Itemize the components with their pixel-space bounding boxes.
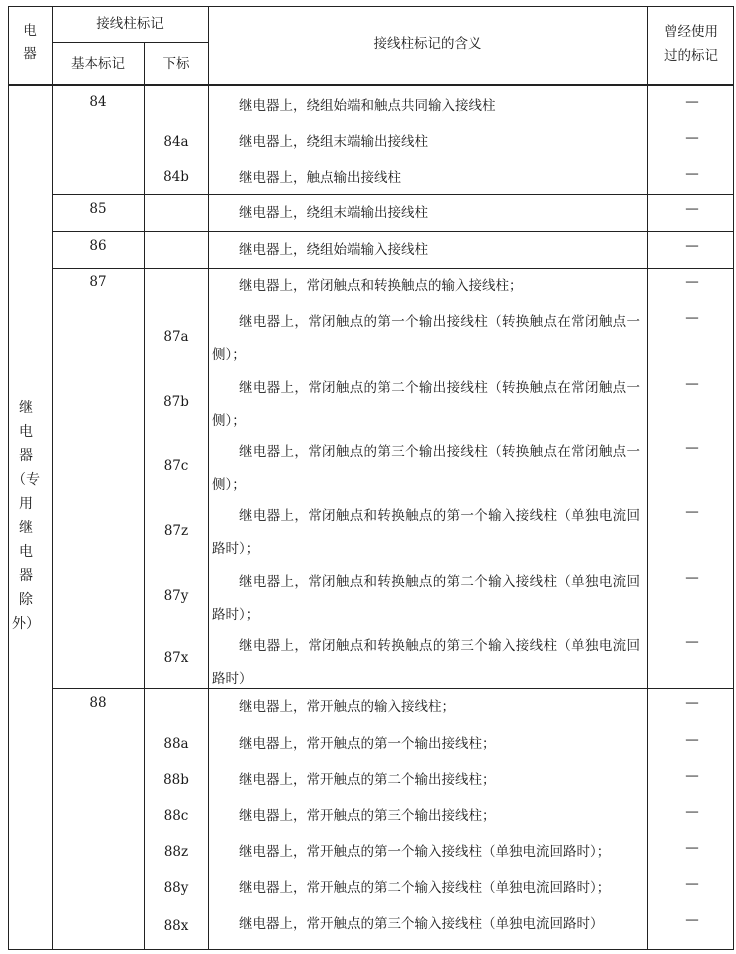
header-group-divider [52, 42, 208, 43]
device-char: 器 [19, 568, 33, 584]
former-mark-cell: — [685, 94, 699, 110]
header-device-line2: 器 [23, 46, 37, 62]
meaning-cell: 继电器上，常闭触点的第一个输出接线柱（转换触点在常闭触点一侧）； [212, 314, 640, 363]
meaning-cell: 继电器上，常闭触点的第三个输出接线柱（转换触点在常闭触点一侧）； [212, 444, 640, 493]
subscript-cell: 88x [163, 918, 189, 934]
former-mark-cell: — [685, 634, 699, 650]
former-mark-cell: — [685, 912, 699, 928]
subscript-cell: 87y [163, 588, 189, 604]
row-divider-84-85 [52, 194, 734, 195]
meaning-cell: 继电器上，绕组末端输出接线柱 [239, 134, 428, 150]
former-mark-cell: — [685, 201, 699, 217]
former-mark-cell: — [685, 376, 699, 392]
meaning-cell: 继电器上，绕组末端输出接线柱 [239, 205, 428, 221]
former-mark-cell: — [685, 440, 699, 456]
row-divider-85-86 [52, 231, 734, 232]
former-mark-cell: — [685, 274, 699, 290]
subscript-cell: 87x [163, 650, 189, 666]
former-mark-cell: — [685, 804, 699, 820]
meaning-cell: 继电器上，常闭触点的第二个输出接线柱（转换触点在常闭触点一侧）； [212, 380, 640, 429]
meaning-cell: 继电器上，绕组始端和触点共同输入接线柱 [239, 98, 496, 114]
former-mark-cell: — [685, 130, 699, 146]
meaning-cell: 继电器上，常闭触点和转换触点的输入接线柱； [239, 278, 523, 294]
former-mark-cell: — [685, 840, 699, 856]
header-former-line2: 过的标记 [664, 48, 718, 64]
subscript-cell: 87c [163, 458, 189, 474]
former-mark-cell: — [685, 504, 699, 520]
basic-mark-cell: 88 [89, 695, 107, 711]
header-subscript: 下标 [162, 56, 190, 72]
header-device-line1: 电 [23, 23, 37, 39]
subscript-cell: 88c [163, 808, 189, 824]
subscript-cell: 88y [163, 880, 189, 896]
former-mark-cell: — [685, 876, 699, 892]
header-former-line1: 曾经使用 [664, 24, 718, 40]
former-mark-cell: — [685, 768, 699, 784]
meaning-cell: 继电器上，常闭触点和转换触点的第一个输入接线柱（单独电流回路时）； [212, 508, 640, 557]
meaning-cell: 继电器上，常开触点的第三个输出接线柱； [239, 808, 496, 824]
basic-mark-cell: 85 [89, 201, 107, 217]
header-terminal-group: 接线柱标记 [96, 16, 164, 32]
subscript-cell: 88z [163, 844, 189, 860]
device-label [8, 396, 44, 636]
device-char: 器 [19, 448, 33, 464]
subscript-cell: 84a [163, 134, 189, 150]
former-mark-cell: — [685, 238, 699, 254]
meaning-cell: 继电器上，常开触点的第一个输出接线柱； [239, 736, 496, 752]
meaning-cell: 继电器上，常开触点的第二个输出接线柱； [239, 772, 496, 788]
former-mark-cell: — [685, 310, 699, 326]
device-char: 电 [19, 424, 33, 440]
device-char: 用 [19, 496, 33, 512]
device-char: 电 [19, 544, 33, 560]
meaning-cell: 继电器上，常闭触点和转换触点的第二个输入接线柱（单独电流回路时）； [212, 574, 640, 623]
basic-mark-cell: 84 [89, 94, 107, 110]
subscript-cell: 87b [163, 394, 189, 410]
table-top-border [8, 6, 734, 7]
meaning-cell: 继电器上，常开触点的第一个输入接线柱（单独电流回路时）； [239, 844, 611, 860]
device-char: （专 [12, 472, 40, 488]
former-mark-cell: — [685, 732, 699, 748]
former-mark-cell: — [685, 166, 699, 182]
header-meaning: 接线柱标记的含义 [373, 36, 482, 52]
subscript-cell: 88b [163, 772, 189, 788]
col-divider-device [52, 6, 53, 950]
meaning-cell: 继电器上，常开触点的输入接线柱； [239, 699, 455, 715]
row-divider-86-87 [52, 268, 734, 269]
meaning-cell: 继电器上，触点输出接线柱 [239, 170, 401, 186]
subscript-cell: 87a [163, 329, 189, 345]
device-char: 继 [19, 400, 33, 416]
subscript-cell: 84b [163, 169, 189, 185]
meaning-cell: 继电器上，绕组始端输入接线柱 [239, 242, 428, 258]
basic-mark-cell: 86 [89, 238, 107, 254]
col-divider-meaning [208, 6, 209, 950]
device-char: 继 [19, 520, 33, 536]
subscript-cell: 88a [163, 736, 189, 752]
basic-mark-cell: 87 [89, 274, 107, 290]
header-basic-mark: 基本标记 [71, 56, 125, 72]
device-char: 除 [19, 592, 33, 608]
header-bottom-border [8, 84, 734, 86]
subscript-cell: 87z [163, 523, 189, 539]
device-char: 外） [12, 616, 40, 632]
table-bottom-border [8, 949, 734, 950]
meaning-cell: 继电器上，常开触点的第三个输入接线柱（单独电流回路时） [239, 916, 604, 932]
former-mark-cell: — [685, 570, 699, 586]
meaning-cell: 继电器上，常闭触点和转换触点的第三个输入接线柱（单独电流回路时） [212, 638, 640, 687]
meaning-cell: 继电器上，常开触点的第二个输入接线柱（单独电流回路时）； [239, 880, 611, 896]
former-mark-cell: — [685, 695, 699, 711]
